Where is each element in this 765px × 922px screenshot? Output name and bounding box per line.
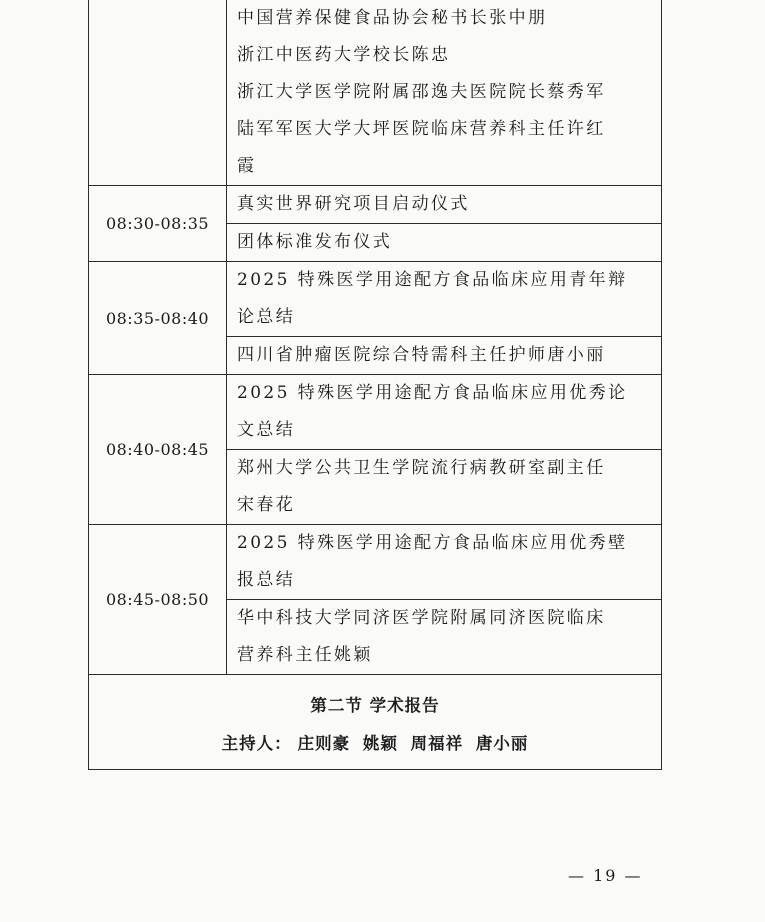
agenda-item-text: 浙江大学医学院附属邵逸夫医院院长蔡秀军 xyxy=(237,82,606,102)
schedule-row xyxy=(89,375,662,450)
agenda-item-text: 陆军军医大学大坪医院临床营养科主任许红 xyxy=(237,119,606,139)
agenda-item xyxy=(227,262,662,337)
agenda-item xyxy=(227,525,662,600)
section-row xyxy=(89,675,662,770)
host-name: 唐小丽 xyxy=(475,734,529,753)
schedule-row xyxy=(89,262,662,337)
schedule-row xyxy=(89,0,662,37)
schedule-row xyxy=(89,525,662,600)
agenda-item-text: 真实世界研究项目启动仪式 xyxy=(237,194,470,214)
section-cell xyxy=(89,675,662,770)
time-slot: 08:45-08:50 xyxy=(89,525,227,675)
agenda-item-text: 文总结 xyxy=(237,420,296,440)
agenda-item-text: 中国营养保健食品协会秘书长张中朋 xyxy=(237,8,548,28)
agenda-item xyxy=(227,450,662,525)
agenda-item xyxy=(227,111,662,186)
host-name: 周福祥 xyxy=(410,734,464,753)
host-name: 姚颖 xyxy=(362,734,398,753)
agenda-item-text: 霞 xyxy=(237,156,257,176)
host-name: 庄则豪 xyxy=(297,734,351,753)
agenda-item xyxy=(227,37,662,74)
agenda-item-text: 浙江中医药大学校长陈忠 xyxy=(237,45,451,65)
time-slot: 08:30-08:35 xyxy=(89,186,227,262)
agenda-item-text: 四川省肿瘤医院综合特需科主任护师唐小丽 xyxy=(237,345,606,365)
agenda-item-text: 论总结 xyxy=(237,307,296,327)
agenda-item-text: 报总结 xyxy=(237,570,296,590)
agenda-item-text: 营养科主任姚颖 xyxy=(237,645,373,665)
host-line xyxy=(89,725,661,763)
agenda-item xyxy=(227,224,662,262)
agenda-item xyxy=(227,186,662,224)
time-slot: 08:40-08:45 xyxy=(89,375,227,525)
agenda-item-text: 2025 特殊医学用途配方食品临床应用青年辩 xyxy=(237,270,628,290)
time-slot: 08:35-08:40 xyxy=(89,262,227,375)
agenda-item-text: 华中科技大学同济医学院附属同济医院临床 xyxy=(237,608,606,628)
host-label: 主持人： xyxy=(221,734,292,753)
agenda-item-text: 团体标准发布仪式 xyxy=(237,232,393,252)
section-title: 第二节 学术报告 xyxy=(310,696,440,715)
agenda-item-text: 宋春花 xyxy=(237,495,296,515)
agenda-item xyxy=(227,0,662,37)
agenda-item xyxy=(227,337,662,375)
agenda-item xyxy=(227,74,662,111)
schedule-table xyxy=(88,0,662,770)
agenda-item-text: 郑州大学公共卫生学院流行病教研室副主任 xyxy=(237,458,606,478)
agenda-item-text: 2025 特殊医学用途配方食品临床应用优秀壁 xyxy=(237,533,628,553)
schedule-row xyxy=(89,186,662,224)
agenda-item xyxy=(227,375,662,450)
time-slot xyxy=(89,0,227,186)
agenda-item xyxy=(227,600,662,675)
agenda-item-text: 2025 特殊医学用途配方食品临床应用优秀论 xyxy=(237,383,628,403)
page-number: — 19 — xyxy=(568,866,643,885)
